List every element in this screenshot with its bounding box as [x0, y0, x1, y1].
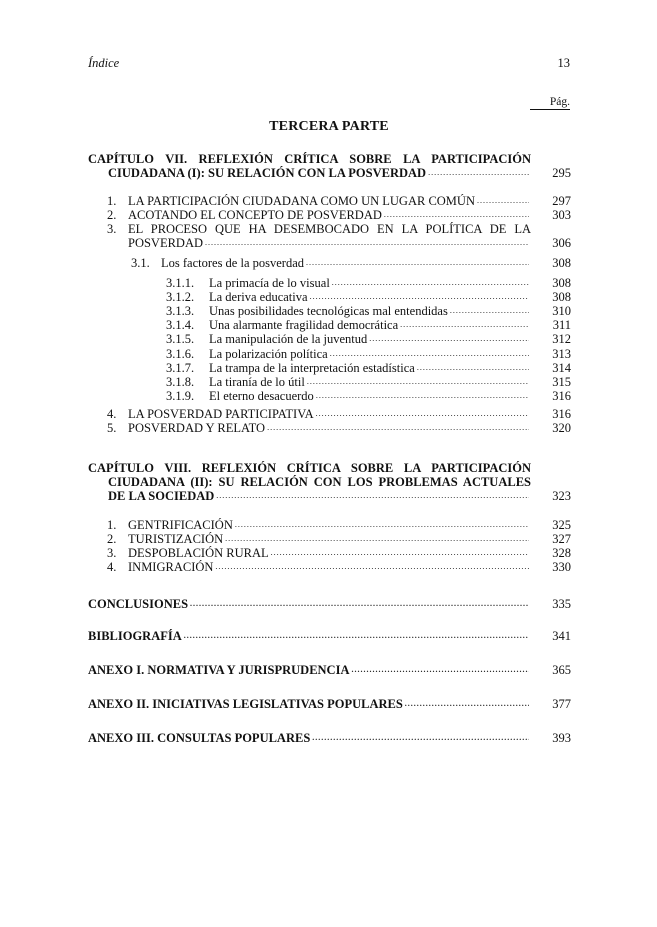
section-title: LA POSVERDAD PARTICIPATIVA — [128, 407, 314, 421]
dot-leader — [417, 364, 529, 372]
page-number: 13 — [557, 56, 570, 70]
chapter-8-heading-line3: DE LA SOCIEDAD — [108, 489, 215, 503]
section-number: 1. — [107, 518, 117, 532]
subsubsection-title: El eterno desacuerdo — [209, 388, 314, 403]
section-number: 4. — [107, 560, 117, 575]
back-matter-title: ANEXO III. CONSULTAS POPULARES — [88, 731, 311, 745]
dot-leader — [312, 734, 529, 742]
toc-entry-7-4[interactable] — [107, 407, 571, 421]
subsection-number: 3.1. — [131, 256, 150, 270]
subsubsection-number: 3.1.7. — [166, 360, 195, 375]
back-matter-title: BIBLIOGRAFÍA — [88, 629, 182, 643]
subsubsection-page: 312 — [552, 332, 571, 347]
chapter-7-page: 295 — [552, 166, 571, 180]
subsubsection-page: 311 — [552, 318, 571, 333]
section-title: DESPOBLACIÓN RURAL — [128, 546, 269, 561]
section-page: 330 — [552, 560, 571, 575]
back-matter-page: 377 — [552, 697, 571, 711]
chapter-8-page: 323 — [552, 489, 571, 503]
chapter-7-heading[interactable] — [88, 152, 571, 180]
toc-entry-7-3-1-2[interactable] — [166, 290, 571, 305]
section-page: 328 — [552, 546, 571, 561]
toc-entry-7-3-1-1[interactable] — [166, 276, 571, 290]
section-page: 325 — [552, 518, 571, 532]
back-matter-title: ANEXO I. NORMATIVA Y JURISPRUDENCIA — [88, 663, 350, 677]
dot-leader — [271, 549, 529, 557]
section-page: 306 — [552, 236, 571, 250]
subsubsection-number: 3.1.6. — [166, 346, 195, 361]
toc-back-matter-4[interactable] — [88, 697, 571, 711]
toc-entry-7-3-1-7[interactable] — [166, 360, 571, 375]
toc-entry-7-3-1-4[interactable] — [166, 318, 571, 333]
section-title: TURISTIZACIÓN — [128, 532, 224, 547]
section-page: 316 — [552, 407, 571, 421]
subsubsection-page: 308 — [552, 276, 571, 290]
section-number: 3. — [107, 546, 117, 561]
subsubsection-title: La primacía de lo visual — [209, 276, 330, 290]
toc-entry-8-3[interactable] — [107, 546, 571, 561]
back-matter-title: CONCLUSIONES — [88, 597, 189, 611]
chapter-7-heading-line2: CIUDADANA (I): SU RELACIÓN CON LA POSVERDAD — [108, 166, 427, 180]
subsubsection-title: La polarización política — [209, 346, 328, 361]
toc-back-matter-5[interactable] — [88, 731, 571, 745]
section-number: 2. — [107, 532, 117, 547]
toc-entry-8-2[interactable] — [107, 532, 571, 547]
chapter-8-heading-line2: CIUDADANA (II): SU RELACIÓN CON LOS PROBLEMAS ACTUALES — [108, 475, 531, 489]
section-title: POSVERDAD Y RELATO — [128, 421, 266, 435]
dot-leader — [477, 197, 529, 205]
back-matter-page: 393 — [552, 731, 571, 745]
subsubsection-number: 3.1.3. — [166, 304, 195, 319]
toc-entry-7-3-1-5[interactable] — [166, 332, 571, 347]
toc-entry-7-3-1-9[interactable] — [166, 388, 571, 403]
running-head-title: Índice — [88, 56, 120, 70]
dot-leader — [405, 700, 529, 708]
back-matter-page: 335 — [552, 597, 571, 611]
dot-leader — [330, 350, 529, 358]
dot-leader — [310, 293, 529, 301]
subsubsection-title: La tiranía de lo útil — [209, 374, 305, 389]
back-matter-title: ANEXO II. INICIATIVAS LEGISLATIVAS POPULARES — [88, 697, 403, 711]
dot-leader — [306, 259, 529, 267]
dot-leader — [450, 307, 529, 315]
toc-entry-7-3[interactable] — [107, 222, 571, 250]
subsubsection-number: 3.1.2. — [166, 290, 195, 305]
section-page: 320 — [552, 421, 571, 435]
dot-leader — [369, 335, 529, 343]
chapter-8-heading[interactable] — [88, 461, 571, 503]
back-matter-page: 341 — [552, 629, 571, 643]
subsubsection-number: 3.1.8. — [166, 374, 195, 389]
subsubsection-page: 315 — [552, 374, 571, 389]
dot-leader — [351, 666, 529, 674]
dot-leader — [384, 211, 529, 219]
section-number: 1. — [107, 194, 117, 208]
subsubsection-page: 308 — [552, 290, 571, 305]
subsection-page: 308 — [552, 256, 571, 270]
dot-leader — [316, 410, 529, 418]
toc-entry-7-1[interactable] — [107, 194, 571, 208]
dot-leader — [332, 279, 529, 287]
subsubsection-page: 313 — [552, 346, 571, 361]
subsubsection-number: 3.1.1. — [166, 276, 195, 290]
toc-back-matter-2[interactable] — [88, 629, 571, 643]
subsubsection-number: 3.1.4. — [166, 318, 195, 333]
section-title: LA PARTICIPACIÓN CIUDADANA COMO UN LUGAR COMÚN — [128, 194, 475, 208]
section-title-line1: EL PROCESO QUE HA DESEMBOCADO EN LA POLÍTICA DE LA — [128, 222, 531, 236]
toc-entry-7-3-1-8[interactable] — [166, 374, 571, 389]
toc-back-matter-3[interactable] — [88, 663, 571, 677]
subsubsection-number: 3.1.9. — [166, 388, 195, 403]
subsection-title: Los factores de la posverdad — [161, 256, 304, 270]
section-number: 4. — [107, 407, 117, 421]
toc-entry-7-5[interactable] — [107, 421, 571, 435]
toc-back-matter-1[interactable] — [88, 597, 571, 611]
running-head — [88, 56, 570, 72]
section-number: 3. — [107, 222, 117, 236]
chapter-8-heading-line1: CAPÍTULO VIII. REFLEXIÓN CRÍTICA SOBRE LA PARTICIPACIÓN — [88, 461, 531, 475]
dot-leader — [184, 632, 529, 640]
section-title: GENTRIFICACIÓN — [128, 518, 233, 532]
toc-entry-7-3-1-3[interactable] — [166, 304, 571, 319]
dot-leader — [316, 392, 529, 400]
back-matter-page: 365 — [552, 663, 571, 677]
dot-leader — [225, 535, 529, 543]
dot-leader — [190, 600, 529, 608]
section-page: 327 — [552, 532, 571, 547]
dot-leader — [215, 563, 529, 571]
toc-entry-7-3-1-6[interactable] — [166, 346, 571, 361]
section-page: 303 — [552, 208, 571, 222]
toc-entry-7-2[interactable] — [107, 208, 571, 222]
subsubsection-page: 316 — [552, 388, 571, 403]
section-number: 2. — [107, 208, 117, 222]
subsubsection-page: 310 — [552, 304, 571, 319]
section-page: 297 — [552, 194, 571, 208]
page-column-label: Pág. — [530, 96, 570, 110]
dot-leader — [307, 378, 529, 386]
dot-leader — [428, 169, 529, 177]
chapter-7-heading-line1: CAPÍTULO VII. REFLEXIÓN CRÍTICA SOBRE LA PARTICIPACIÓN — [88, 152, 531, 166]
subsubsection-title: La deriva educativa — [209, 290, 308, 305]
section-title: ACOTANDO EL CONCEPTO DE POSVERDAD — [128, 208, 382, 222]
dot-leader — [235, 521, 529, 529]
section-title: INMIGRACIÓN — [128, 560, 214, 575]
section-title-line2: POSVERDAD — [128, 236, 204, 250]
dot-leader — [400, 321, 529, 329]
subsubsection-page: 314 — [552, 360, 571, 375]
subsubsection-title: Una alarmante fragilidad democrática — [209, 318, 399, 333]
subsubsection-title: Unas posibilidades tecnológicas mal entendidas — [209, 304, 448, 319]
dot-leader — [205, 239, 529, 247]
subsubsection-number: 3.1.5. — [166, 332, 195, 347]
subsubsection-title: La manipulación de la juventud — [209, 332, 368, 347]
subsubsection-title: La trampa de la interpretación estadística — [209, 360, 415, 375]
toc-entry-7-3-1[interactable] — [131, 256, 571, 270]
toc-entry-8-4[interactable] — [107, 560, 571, 575]
section-number: 5. — [107, 421, 117, 435]
dot-leader — [216, 492, 529, 500]
dot-leader — [267, 424, 529, 432]
toc-entry-8-1[interactable] — [107, 518, 571, 532]
part-title: TERCERA PARTE — [269, 119, 389, 134]
